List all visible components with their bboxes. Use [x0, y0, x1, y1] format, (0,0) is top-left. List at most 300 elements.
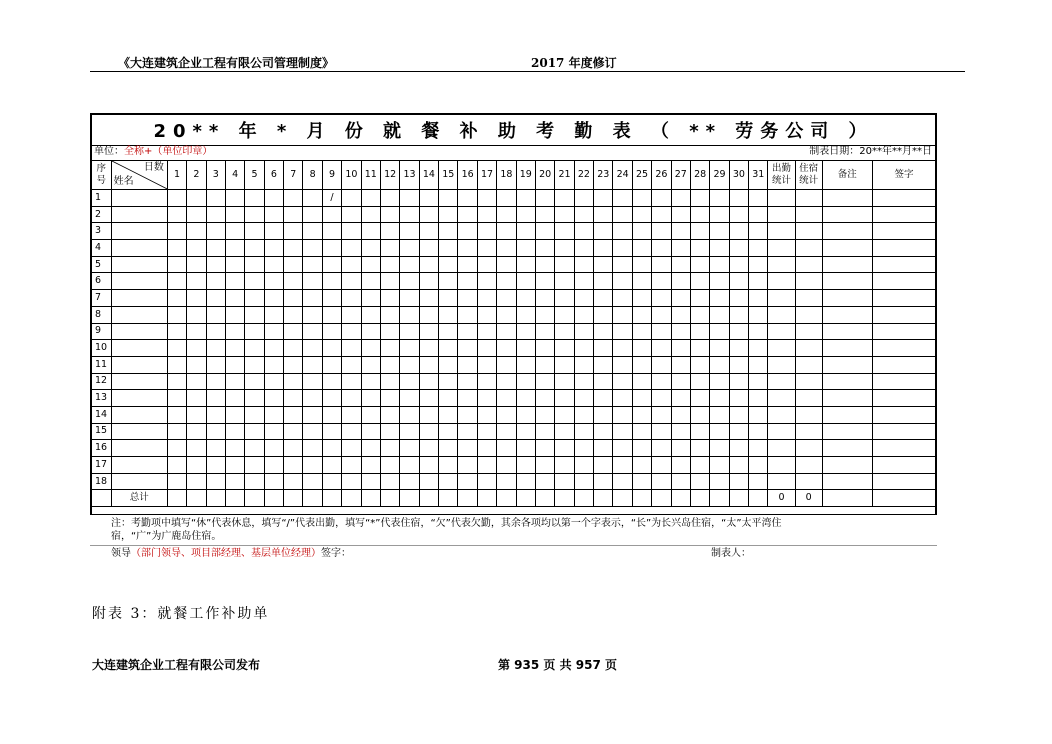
table-row: [91, 473, 936, 490]
form-title: 20** 年 * 月 份 就 餐 补 助 考 勤 表 （ ** 劳务公司 ）: [90, 113, 937, 146]
day-cell: [206, 390, 225, 407]
day-cell: [613, 306, 632, 323]
header-day: 14: [419, 161, 438, 190]
day-cell: [419, 190, 438, 207]
day-cell: [497, 440, 516, 457]
row-number: 9: [91, 323, 111, 340]
day-cell: [400, 440, 419, 457]
day-cell: [710, 306, 729, 323]
total-day-cell: [380, 490, 399, 507]
day-cell: [594, 440, 613, 457]
day-cell: [264, 406, 283, 423]
day-cell: [477, 340, 496, 357]
day-cell: [380, 423, 399, 440]
day-cell: [729, 406, 748, 423]
day-cell: [322, 356, 341, 373]
day-cell: [225, 190, 244, 207]
day-cell: [167, 190, 186, 207]
day-cell: [652, 356, 671, 373]
day-cell: [245, 473, 264, 490]
day-cell: [749, 206, 768, 223]
total-day-cell: [458, 490, 477, 507]
day-cell: [419, 373, 438, 390]
day-cell: [342, 323, 361, 340]
day-cell: [342, 356, 361, 373]
header-day: 20: [535, 161, 554, 190]
day-cell: [690, 440, 709, 457]
day-cell: [574, 306, 593, 323]
day-cell: [264, 340, 283, 357]
attendance-cell: [768, 256, 795, 273]
day-cell: [167, 290, 186, 307]
total-day-cell: [167, 490, 186, 507]
day-cell: [574, 340, 593, 357]
day-cell: [671, 406, 690, 423]
day-cell: [535, 390, 554, 407]
day-cell: [400, 306, 419, 323]
day-cell: [284, 340, 303, 357]
day-cell: [671, 473, 690, 490]
lodging-cell: [795, 440, 822, 457]
total-lodging: 0: [795, 490, 822, 507]
lodging-cell: [795, 390, 822, 407]
day-cell: [497, 340, 516, 357]
day-cell: [477, 440, 496, 457]
day-cell: [419, 240, 438, 257]
header-day: 12: [380, 161, 399, 190]
row-number: 7: [91, 290, 111, 307]
lodging-cell: [795, 373, 822, 390]
day-cell: [516, 356, 535, 373]
day-cell: [400, 340, 419, 357]
day-cell: [516, 306, 535, 323]
header-seq: 序号: [91, 161, 111, 190]
day-cell: [749, 190, 768, 207]
header-divider: [90, 71, 965, 72]
day-cell: [477, 206, 496, 223]
day-cell: [167, 256, 186, 273]
day-cell: [284, 306, 303, 323]
day-cell: [710, 390, 729, 407]
day-cell: [245, 423, 264, 440]
day-cell: [284, 440, 303, 457]
name-cell: [111, 323, 167, 340]
day-cell: [380, 223, 399, 240]
day-cell: [380, 340, 399, 357]
day-cell: [322, 206, 341, 223]
day-cell: [187, 206, 206, 223]
day-cell: [245, 340, 264, 357]
name-cell: [111, 273, 167, 290]
day-cell: [652, 406, 671, 423]
day-cell: [380, 273, 399, 290]
day-cell: [458, 390, 477, 407]
day-cell: [322, 323, 341, 340]
day-cell: [516, 423, 535, 440]
remark-cell: [822, 356, 872, 373]
day-cell: [342, 190, 361, 207]
day-cell: [419, 457, 438, 474]
day-cell: [322, 373, 341, 390]
day-cell: [187, 290, 206, 307]
total-row: [91, 490, 936, 507]
day-cell: [303, 473, 322, 490]
day-cell: [439, 423, 458, 440]
day-cell: [632, 390, 651, 407]
day-cell: [284, 473, 303, 490]
day-cell: [342, 240, 361, 257]
day-cell: [400, 356, 419, 373]
day-cell: [516, 323, 535, 340]
remark-cell: [822, 223, 872, 240]
day-cell: [729, 306, 748, 323]
day-cell: [380, 373, 399, 390]
unit-label-group: [94, 146, 212, 158]
header-day: 21: [555, 161, 574, 190]
day-cell: [245, 190, 264, 207]
header-day: 27: [671, 161, 690, 190]
day-cell: [284, 223, 303, 240]
day-cell: [710, 190, 729, 207]
day-cell: [380, 240, 399, 257]
day-cell: [652, 457, 671, 474]
day-cell: [497, 356, 516, 373]
day-cell: [187, 256, 206, 273]
day-cell: [322, 223, 341, 240]
leader-roles: （部门领导、项目部经理、基层单位经理）: [131, 548, 321, 560]
name-cell: [111, 440, 167, 457]
day-cell: [284, 323, 303, 340]
day-cell: [245, 406, 264, 423]
day-cell: [652, 373, 671, 390]
day-cell: [400, 190, 419, 207]
table-row: [91, 356, 936, 373]
day-cell: [361, 423, 380, 440]
day-cell: [574, 373, 593, 390]
day-cell: [632, 457, 651, 474]
signature-cell: [872, 457, 936, 474]
name-cell: [111, 240, 167, 257]
row-number: 12: [91, 373, 111, 390]
day-cell: [419, 356, 438, 373]
day-cell: [284, 290, 303, 307]
day-cell: [477, 240, 496, 257]
day-cell: [206, 290, 225, 307]
day-cell: [690, 290, 709, 307]
attendance-cell: [768, 340, 795, 357]
day-cell: [729, 190, 748, 207]
day-cell: [284, 373, 303, 390]
day-cell: [245, 390, 264, 407]
bottom-cell: [91, 507, 936, 515]
total-day-cell: [574, 490, 593, 507]
day-cell: [458, 440, 477, 457]
day-cell: [361, 256, 380, 273]
attendance-cell: [768, 190, 795, 207]
day-cell: [439, 473, 458, 490]
day-cell: [303, 273, 322, 290]
day-cell: [690, 340, 709, 357]
header-day: 22: [574, 161, 593, 190]
remark-cell: [822, 240, 872, 257]
header-remark: 备注: [822, 161, 872, 190]
day-cell: [380, 356, 399, 373]
day-cell: [535, 323, 554, 340]
day-cell: [419, 306, 438, 323]
header-days-name: [111, 161, 167, 190]
total-blank: [91, 490, 111, 507]
day-cell: [419, 273, 438, 290]
total-day-cell: [710, 490, 729, 507]
day-cell: [497, 423, 516, 440]
day-cell: [380, 256, 399, 273]
day-cell: [322, 406, 341, 423]
total-day-cell: [729, 490, 748, 507]
leader-sign: 签字：: [321, 548, 351, 560]
day-cell: [342, 306, 361, 323]
day-cell: [497, 190, 516, 207]
remark-cell: [822, 290, 872, 307]
day-cell: [400, 206, 419, 223]
remark-cell: [822, 440, 872, 457]
signature-cell: [872, 206, 936, 223]
day-cell: [671, 390, 690, 407]
day-cell: [419, 256, 438, 273]
header-day: 10: [342, 161, 361, 190]
day-cell: [613, 440, 632, 457]
day-cell: [690, 423, 709, 440]
day-cell: [729, 423, 748, 440]
remark-cell: [822, 323, 872, 340]
day-cell: [380, 290, 399, 307]
day-cell: [264, 423, 283, 440]
day-cell: [264, 256, 283, 273]
day-cell: [594, 273, 613, 290]
attendance-cell: [768, 440, 795, 457]
row-number: 13: [91, 390, 111, 407]
day-cell: [710, 323, 729, 340]
attendance-cell: [768, 457, 795, 474]
day-cell: [749, 356, 768, 373]
day-cell: [439, 406, 458, 423]
row-number: 6: [91, 273, 111, 290]
day-cell: [594, 373, 613, 390]
day-cell: [671, 290, 690, 307]
table-row: [91, 323, 936, 340]
day-cell: [555, 340, 574, 357]
day-cell: [613, 190, 632, 207]
day-cell: [439, 273, 458, 290]
day-cell: [497, 406, 516, 423]
day-cell: [245, 290, 264, 307]
header-day: 16: [458, 161, 477, 190]
signature-cell: [872, 390, 936, 407]
attendance-cell: [768, 240, 795, 257]
header-day: 23: [594, 161, 613, 190]
day-cell: [497, 206, 516, 223]
day-cell: [710, 440, 729, 457]
day-cell: [555, 356, 574, 373]
day-cell: [342, 373, 361, 390]
day-cell: [497, 373, 516, 390]
day-cell: [632, 240, 651, 257]
header-day: 3: [206, 161, 225, 190]
day-cell: [439, 240, 458, 257]
day-cell: [303, 356, 322, 373]
day-cell: [361, 323, 380, 340]
day-cell: [613, 223, 632, 240]
day-cell: [458, 323, 477, 340]
day-cell: [322, 256, 341, 273]
row-number: 18: [91, 473, 111, 490]
day-cell: [225, 457, 244, 474]
day-cell: [574, 223, 593, 240]
header-day: 26: [652, 161, 671, 190]
day-cell: [613, 240, 632, 257]
day-cell: [400, 423, 419, 440]
day-cell: [361, 356, 380, 373]
day-cell: [419, 323, 438, 340]
day-cell: [322, 340, 341, 357]
day-cell: [632, 356, 651, 373]
day-cell: [322, 457, 341, 474]
signature-cell: [872, 306, 936, 323]
day-cell: [225, 323, 244, 340]
day-cell: [167, 356, 186, 373]
day-cell: [245, 223, 264, 240]
header-day: 6: [264, 161, 283, 190]
day-cell: [632, 440, 651, 457]
day-cell: [419, 223, 438, 240]
attendance-cell: [768, 273, 795, 290]
total-day-cell: [400, 490, 419, 507]
total-label: 总计: [111, 490, 167, 507]
day-cell: [458, 206, 477, 223]
day-cell: [729, 290, 748, 307]
remark-cell: [822, 457, 872, 474]
day-cell: [632, 306, 651, 323]
day-cell: [342, 406, 361, 423]
signature-cell: [872, 423, 936, 440]
day-cell: [245, 306, 264, 323]
day-cell: [535, 190, 554, 207]
day-cell: [206, 356, 225, 373]
day-cell: [516, 240, 535, 257]
header-day: 1: [167, 161, 186, 190]
day-cell: [225, 390, 244, 407]
day-cell: [245, 206, 264, 223]
day-cell: [671, 206, 690, 223]
day-cell: [361, 306, 380, 323]
table-row: [91, 457, 936, 474]
name-cell: [111, 473, 167, 490]
lodging-cell: [795, 190, 822, 207]
lodging-cell: [795, 406, 822, 423]
day-cell: [535, 340, 554, 357]
remark-cell: [822, 256, 872, 273]
day-cell: [419, 423, 438, 440]
day-cell: [710, 223, 729, 240]
day-cell: [710, 373, 729, 390]
day-cell: [284, 390, 303, 407]
day-cell: [574, 473, 593, 490]
day-cell: [303, 373, 322, 390]
total-day-cell: [555, 490, 574, 507]
remark-cell: [822, 206, 872, 223]
day-cell: [477, 457, 496, 474]
day-cell: [477, 373, 496, 390]
day-cell: [400, 256, 419, 273]
header-day: 4: [225, 161, 244, 190]
day-cell: [303, 306, 322, 323]
day-cell: [516, 457, 535, 474]
day-cell: [594, 190, 613, 207]
attendance-cell: [768, 423, 795, 440]
remark-cell: [822, 306, 872, 323]
day-cell: [749, 223, 768, 240]
table-bottom-row: [91, 507, 936, 515]
header-day: 29: [710, 161, 729, 190]
header-day: 19: [516, 161, 535, 190]
header-day: 30: [729, 161, 748, 190]
total-day-cell: [652, 490, 671, 507]
day-cell: [264, 440, 283, 457]
day-cell: [245, 457, 264, 474]
day-cell: [516, 273, 535, 290]
day-cell: [749, 323, 768, 340]
day-cell: [652, 423, 671, 440]
total-day-cell: [535, 490, 554, 507]
day-cell: [671, 356, 690, 373]
day-cell: [400, 290, 419, 307]
day-cell: [671, 423, 690, 440]
day-cell: [574, 406, 593, 423]
day-cell: [574, 423, 593, 440]
day-cell: [303, 457, 322, 474]
day-cell: [361, 390, 380, 407]
day-cell: [710, 356, 729, 373]
day-cell: [671, 256, 690, 273]
day-cell: [361, 223, 380, 240]
day-cell: [652, 290, 671, 307]
day-cell: [380, 473, 399, 490]
signature-cell: [872, 290, 936, 307]
day-cell: [690, 273, 709, 290]
total-day-cell: [284, 490, 303, 507]
day-cell: [749, 340, 768, 357]
day-cell: [206, 256, 225, 273]
maker-label: 制表人：: [711, 548, 751, 560]
row-number: 4: [91, 240, 111, 257]
day-cell: [264, 223, 283, 240]
day-cell: [245, 273, 264, 290]
lodging-cell: [795, 240, 822, 257]
day-cell: [555, 273, 574, 290]
table-row: [91, 390, 936, 407]
day-cell: [652, 323, 671, 340]
day-cell: [187, 273, 206, 290]
day-cell: [574, 323, 593, 340]
table-row: [91, 306, 936, 323]
day-cell: [167, 223, 186, 240]
total-day-cell: [477, 490, 496, 507]
attendance-cell: [768, 306, 795, 323]
day-cell: [594, 423, 613, 440]
day-cell: [245, 356, 264, 373]
day-cell: [671, 240, 690, 257]
signature-cell: [872, 440, 936, 457]
day-cell: [284, 256, 303, 273]
